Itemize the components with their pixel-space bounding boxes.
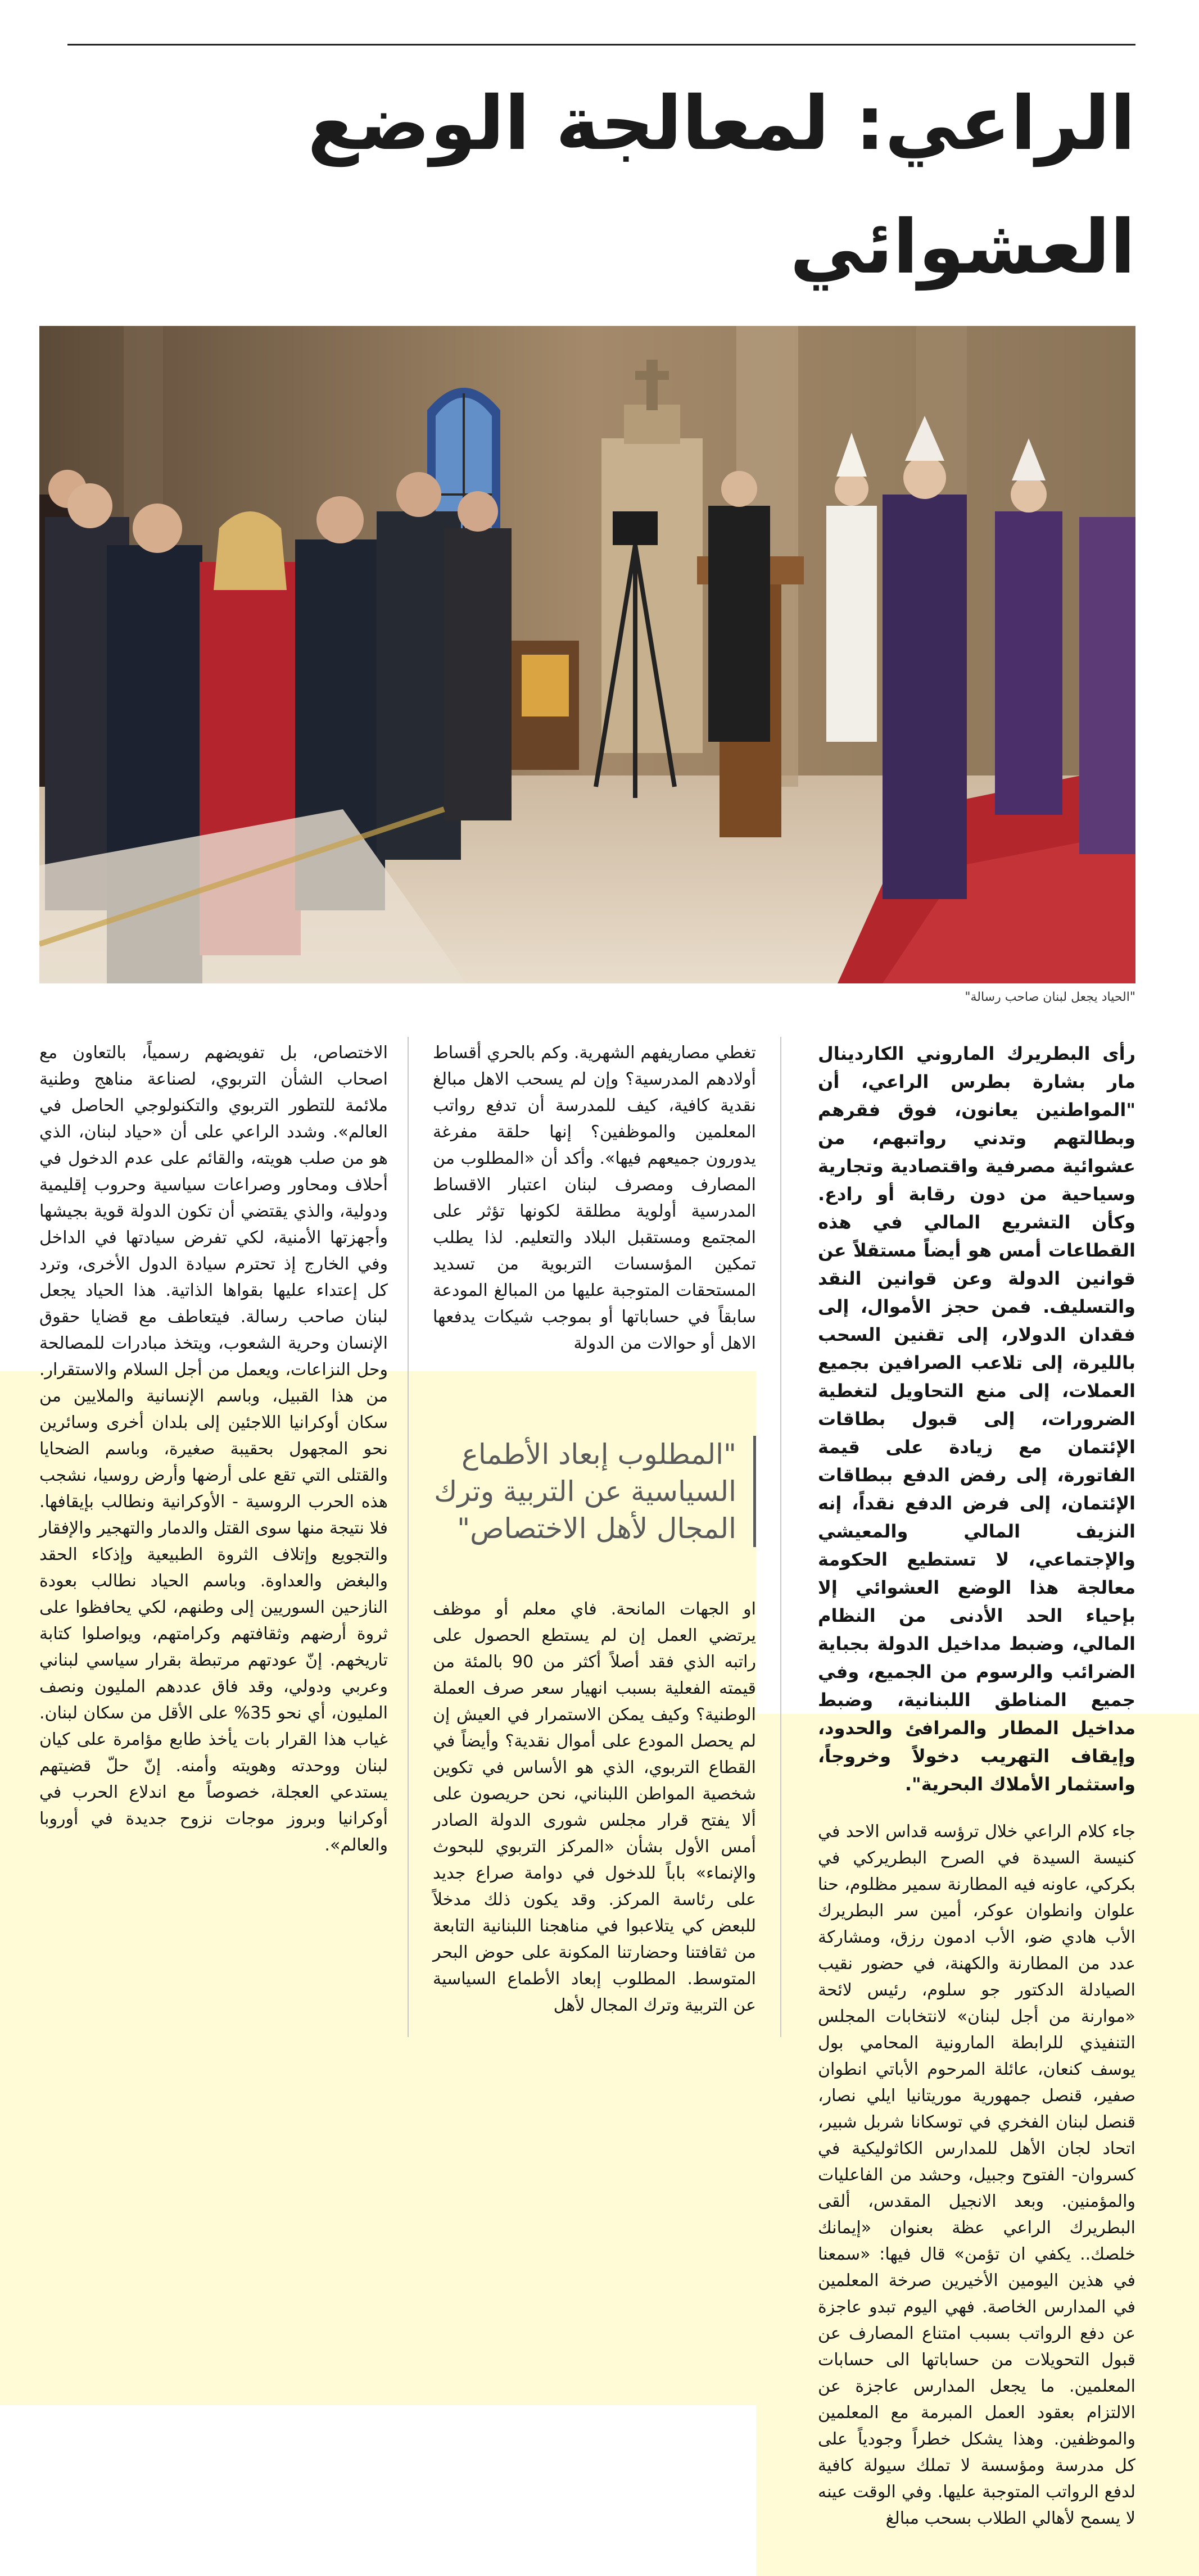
left-column-text: الاختصاص، بل تفويضهم رسمياً، بالتعاون مع اصحاب الشأن التربوي، لصناعة مناهج وطنية ملائمة للتطور التربوي والتكنولوجي الحاصل في العالم». وشدد الراعي على أن «حياد لبنان، الذي هو من صلب هويته، والقائم على عدم الدخول في أحلاف ومحاور وصراعات سياسية وحروب إقليمية ودولية، والذي يقتضي أن تكون الدولة قوية بجيشها وأجهزتها الأمنية، لكي تفرض سيادتها في الداخل وفي الخارج إذ تحترم سيادة الدول الأخرى، وترد كل إعتداء عليها بقواها الذاتية. هذا الحياد يجعل لبنان صاحب رسالة. فيتعاطف مع قضايا حقوق الإنسان وحرية الشعوب، ويتخذ مبادرات للمصالحة وحل النزاعات، ويعمل من أجل السلام والاستقرار. من هذا القبيل، وباسم الإنسانية والملايين من سكان أوكرانيا اللاجئين إلى بلدان أخرى وسائرين نحو المجهول بحقيبة صغيرة، وباسم الضحايا والقتلى التي تقع على أرضها وأرض روسيا، نشجب هذه الحرب الروسية - الأوكرانية ونطالب بإيقافها. فلا نتيجة منها سوى القتل والدمار والتهجير والإفقار والتجويع وإتلاف الثروة الطبيعية وإذكاء الحقد والبغض والعداوة. وباسم الحياد نطالب بعودة النازحين السوريين إلى وطنهم، لكي يحافظوا على ثروة أرضهم وثقافتهم وكرامتهم، ويواصلوا كتابة تاريخهم. إنّ عودتهم مرتبطة بقرار سياسي لبناني وعربي ودولي، وقد فاق عددهم المليون ونصف المليون، أي نحو 35% على الأقل من سكان لبنان. غياب هذا القرار بات يأخذ طابع مؤامرة على كيان لبنان ووحدته وهويته وأمنه. إنّ حلّ قضيتهم يستدعي العجلة، خصوصاً مع اندلاع الحرب في أوكرانيا وبروز موجات نزوح جديدة في أوروبا والعالم». bbox=[39, 1043, 388, 1855]
middle-column-lower-text: او الجهات المانحة. فاي معلم أو موظف يرتضي العمل إن لم يستطع الحصول على راتبه الذي فقد أصلاً أكثر من 90 بالمئة من قيمته الفعلية بسبب انهيار سعر صرف العملة الوطنية؟ وكيف يمكن الاستمرار في العيش إن لم يحصل المودع على أموال نقدية؟ وأيضاً في القطاع التربوي، الذي هو الأساس في تكوين شخصية المواطن اللبناني، نحن حريصون على ألا يفتح قرار مجلس شورى الدولة الصادر أمس الأول بشأن «المركز التربوي للبحوث والإنماء» باباً للدخول في دوامة صراع جديد على رئاسة المركز. وقد يكون ذلك مدخلاً للبعض كي يتلاعبوا في مناهجنا اللبنانية التابعة من ثقافتنا وحضارتنا المكونة على حوض البحر المتوسط. المطلوب إبعاد الأطماع السياسية عن التربية وترك المجال لأهل bbox=[433, 1599, 756, 2015]
headline-line-1: الراعي: لمعالجة الوضع العشوائي bbox=[307, 80, 1135, 291]
article-lead-paragraph: رأى البطريرك الماروني الكاردينال مار بشارة بطرس الراعي، أن "المواطنين يعانون، فوق فقرهم وبطالتهم وتدني رواتبهم، من عشوائية مصرفية واقتصادية وتجارية وسياحية من دون رقابة أو رادع. وكأن التشريع المالي في هذه القطاعات أمس هو أيضاً مستقلاً عن قوانين الدولة وعن قوانين النقد والتسليف. فمن حجز الأموال، إلى فقدان الدولار، إلى تقنين السحب بالليرة، إلى تلاعب الصرافين بجميع العملات، إلى منع التحاويل لتغطية الضرورات، إلى قبول بطاقات الإئتمان مع زيادة على قيمة الفاتورة، إلى رفض الدفع ببطاقات الإئتمان، إلى فرض الدفع نقداً، إنه النزيف المالي والمعيشي والإجتماعي، لا تستطيع الحكومة معالجة هذا الوضع العشوائي إلا بإحياء الحد الأدنى من النظام المالي، وضبط مداخيل الدولة بجباية الضرائب والرسوم من الجميع، وفي جميع المناطق اللبنانية، وضبط مداخيل المطار والمرافئ والحدود، وإيقاف التهريب دخولاً وخروجاً، واستثمار الأملاك البحرية". bbox=[818, 1043, 1135, 1795]
middle-column-upper-text: تغطي مصاريفهم الشهرية. وكم بالحري أقساط أولادهم المدرسية؟ وإن لم يسحب الاهل مبالغ نقدية كافية، كيف للمدرسة أن تدفع رواتب المعلمين والموظفين؟ إنها حلقة مفرغة يدورون جميعهم فيها». وأكد أن «المطلوب من المصارف ومصرف لبنان اعتبار الاقساط المدرسية أولوية مطلقة لكونها تؤثر على المجتمع ومستقبل البلاد والتعليم. لذا يطلب تمكين المؤسسات التربوية من تسديد المستحقات المتوجبة عليها من المبالغ المودعة سابقاً في حساباتها أو بموجب شيكات يدفعها الاهل أو حوالات من الدولة bbox=[433, 1043, 756, 1353]
top-rule bbox=[67, 44, 1135, 46]
column-divider-1 bbox=[780, 1037, 781, 2037]
article-column-right bbox=[818, 1040, 1135, 2532]
column-divider-2 bbox=[408, 1037, 409, 2037]
article-column-left bbox=[39, 1040, 388, 1858]
photo-caption: "الحياد يجعل لبنان صاحب رسالة" bbox=[965, 990, 1135, 1004]
pull-quote: "المطلوب إبعاد الأطماع السياسية عن التربية وترك المجال لأهل الاختصاص" bbox=[427, 1436, 756, 1547]
article-photo bbox=[39, 326, 1135, 983]
church-mass-photo bbox=[39, 326, 1135, 983]
article-body-paragraph: جاء كلام الراعي خلال ترؤسه قداس الاحد في كنيسة السيدة في الصرح البطريركي في بكركي، عاونه فيه المطارنة سمير مظلوم، حنا علوان وانطوان عوكر، أمين سر البطريرك الأب هادي ضو، الأب ادمون رزق، ومشاركة عدد من المطارنة والكهنة، في حضور نقيب الصيادلة الدكتور جو سلوم، رئيس لائحة «موارنة من أجل لبنان» لانتخابات المجلس التنفيذي للرابطة المارونية المحامي بول يوسف كنعان، عائلة المرحوم الأباتي انطوان صفير، قنصل جمهورية موريتانيا ايلي نصار، قنصل لبنان الفخري في توسكانا شربل شبير، اتحاد لجان الأهل للمدارس الكاثوليكية في كسروان- الفتوح وجبيل، وحشد من الفاعليات والمؤمنين. وبعد الانجيل المقدس، ألقى البطريرك الراعي عظة بعنوان «إيمانك خلصك.. يكفي ان تؤمن» قال فيها: «سمعنا في هذين اليومين الأخيرين صرخة المعلمين في المدارس الخاصة. فهي اليوم تبدو عاجزة عن دفع الرواتب بسبب امتناع المصارف عن قبول التحويلات من حساباتها الى حسابات المعلمين. ما يجعل المدارس عاجزة عن الالتزام بعقود العمل المبرمة مع المعلمين والموظفين. وهذا يشكل خطراً وجودياً على كل مدرسة ومؤسسة لا تملك سيولة كافية لدفع الرواتب المتوجبة عليها. وفي الوقت عينه لا يسمح لأهالي الطلاب بسحب مبالغ bbox=[818, 1822, 1135, 2528]
